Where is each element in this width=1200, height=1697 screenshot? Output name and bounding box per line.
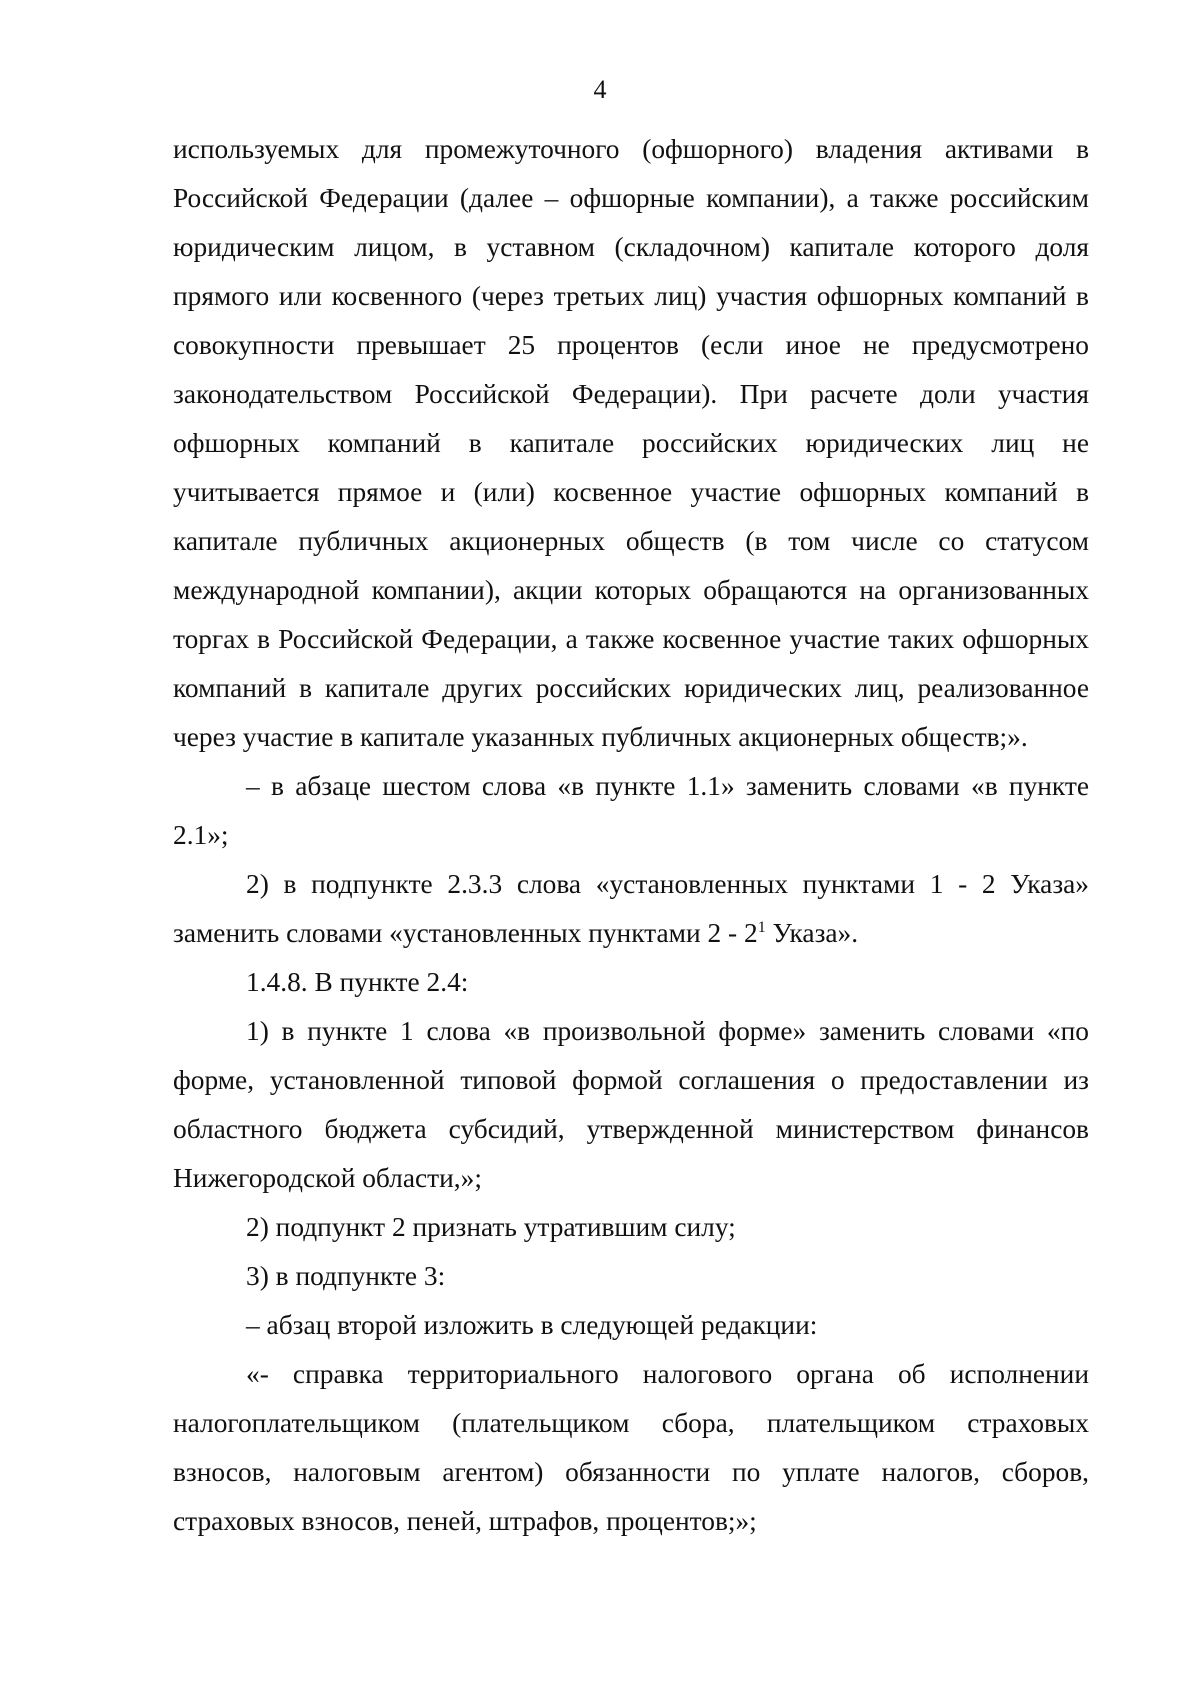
paragraph-abzac-vtoroy: – абзац второй изложить в следующей редакции: xyxy=(246,1310,818,1340)
paragraph-spravka: «- справка территориального налогового органа об исполнении налогоплательщиком (плательщиком сбора, плательщиком страховых взносов, налоговым агентом) обязанности по уплате налогов, сборов, страховых взносов, пеней, штрафов, процентов;»; xyxy=(173,1359,1089,1536)
paragraph-punkt-1-4-8: 1.4.8. В пункте 2.4: xyxy=(246,967,469,997)
superscript-one: 1 xyxy=(757,918,766,936)
paragraph-podpunkt-2-3-3 xyxy=(173,860,1089,958)
paragraph-podpunkt-2: 2) подпункт 2 признать утратившим силу; xyxy=(246,1212,736,1242)
paragraph-podpunkt-2-3-3-text: 2) в подпункте 2.3.3 слова «установленных пунктами 1 - 2 Указа» заменить словами «установленных пунктами 2 - 2 xyxy=(173,869,1089,948)
paragraph-podpunkt-2-3-3-tail: Указа». xyxy=(765,918,859,948)
page-number: 4 xyxy=(593,75,607,104)
document-body xyxy=(173,125,1089,1546)
paragraph-offshore-definition: используемых для промежуточного (офшорного) владения активами в Российской Федерации (далее – офшорные компании), а также российским юридическим лицом, в уставном (складочном) капитале которого доля прямого или косвенного (через третьих лиц) участия офшорных компаний в совокупности превышает 25 процентов (если иное не предусмотрено законодательством Российской Федерации). При расчете доли участия офшорных компаний в капитале российских юридических лиц не учитывается прямое и (или) косвенное участие офшорных компаний в капитале публичных акционерных обществ (в том числе со статусом международной компании), акции которых обращаются на организованных торгах в Российской Федерации, а также косвенное участие таких офшорных компаний в капитале других российских юридических лиц, реализованное через участие в капитале указанных публичных акционерных обществ;». xyxy=(173,134,1089,752)
paragraph-punkt-1: 1) в пункте 1 слова «в произвольной форме» заменить словами «по форме, установленной типовой формой соглашения о предоставлении из областного бюджета субсидий, утвержденной министерством финансов Нижегородской области,»; xyxy=(173,1016,1089,1193)
paragraph-abzac-shestoy: – в абзаце шестом слова «в пункте 1.1» заменить словами «в пункте 2.1»; xyxy=(173,771,1089,850)
paragraph-podpunkt-3: 3) в подпункте 3: xyxy=(246,1261,446,1291)
